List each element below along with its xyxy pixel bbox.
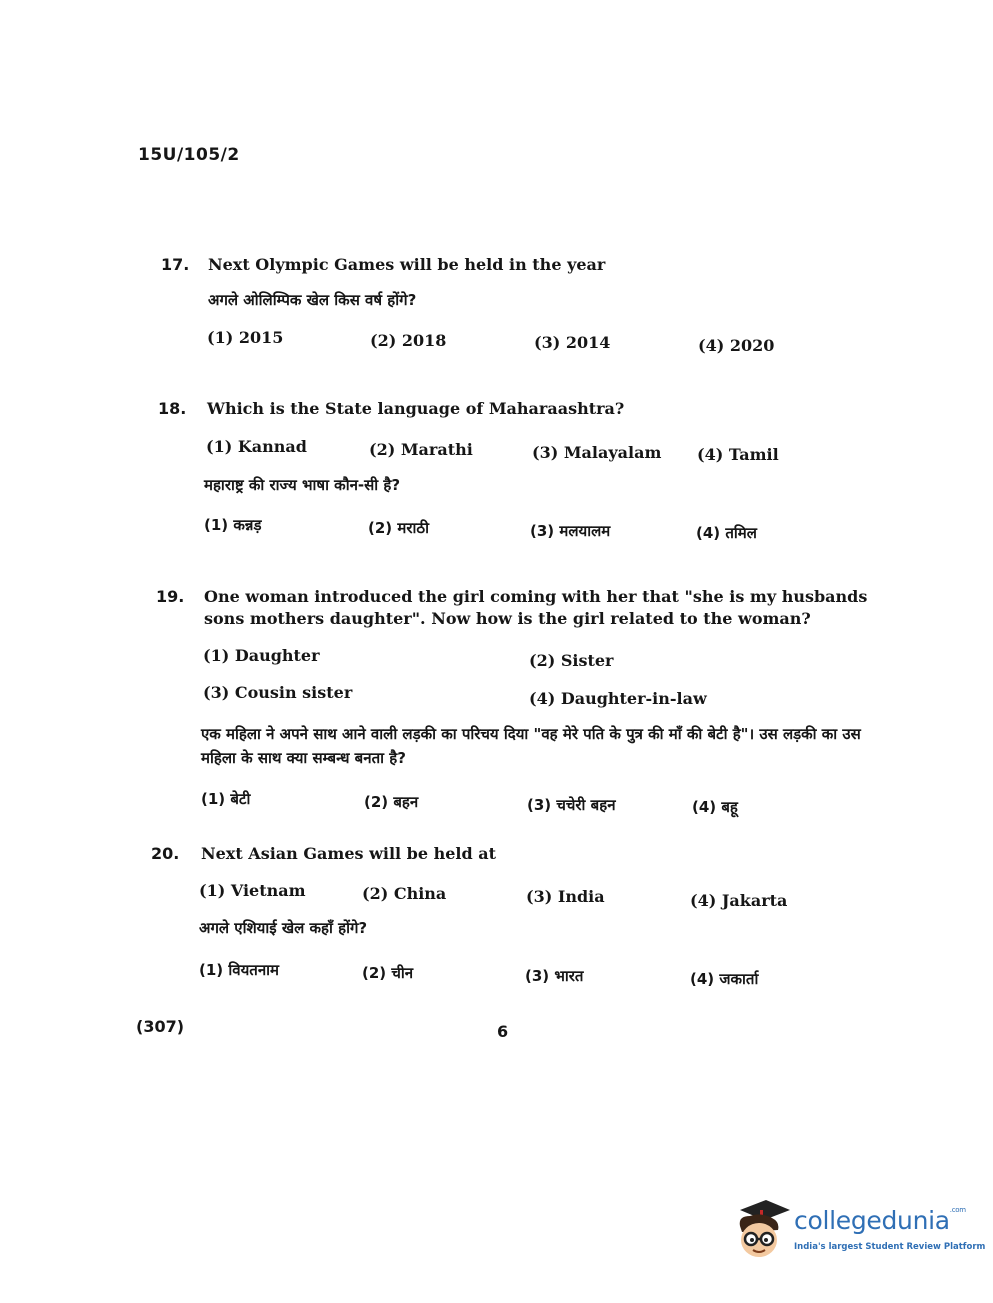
logo-tagline: India's largest Student Review Platform: [794, 1242, 986, 1252]
option-1-hi: (1) कन्नड़: [204, 516, 262, 534]
option-2: (2) Marathi: [369, 440, 473, 459]
option-1: (1) 2015: [207, 328, 284, 347]
option-4: (4) Daughter-in-law: [529, 689, 707, 708]
option-2-hi: (2) बहन: [364, 793, 419, 811]
logo-wordmark: collegedunia$^{.com}$: [794, 1206, 966, 1235]
question-number: 19.: [156, 587, 185, 606]
option-3: (3) Cousin sister: [203, 683, 353, 702]
option-1: (1) Kannad: [206, 437, 307, 456]
option-3: (3) Malayalam: [532, 443, 662, 462]
option-3: (3) 2014: [534, 333, 611, 352]
option-4: (4) 2020: [698, 336, 775, 355]
option-4-hi: (4) तमिल: [696, 524, 757, 542]
paper-code: 15U/105/2: [138, 145, 240, 165]
footer-code: (307): [136, 1017, 185, 1036]
question-text-en: Which is the State language of Maharaashtra?: [207, 399, 625, 418]
question-text-hi: अगले एशियाई खेल कहाँ होंगे?: [199, 919, 368, 937]
option-4-hi: (4) बहू: [692, 798, 738, 816]
question-text-en: One woman introduced the girl coming with her that "she is my husbands sons mothers daughter". Now how is the girl related to the woman?: [204, 587, 868, 628]
option-2-hi: (2) मराठी: [368, 519, 429, 537]
question-number: 18.: [158, 399, 187, 418]
question-number: 17.: [161, 255, 190, 274]
option-3: (3) India: [526, 887, 605, 906]
option-4: (4) Jakarta: [690, 891, 788, 910]
question-text-en: Next Olympic Games will be held in the year: [208, 255, 606, 274]
option-1-hi: (1) वियतनाम: [199, 961, 280, 979]
graduate-mascot-icon: [732, 1196, 790, 1262]
option-2: (2) 2018: [370, 331, 447, 350]
question-text-hi: महाराष्ट्र की राज्य भाषा कौन-सी है?: [204, 476, 401, 494]
question-text-hi: एक महिला ने अपने साथ आने वाली लड़की का परिचय दिया "वह मेरे पति के पुत्र की माँ की बेटी है"। उस लड़की का उस महिला के साथ क्या सम्बन्ध बनता है?: [201, 725, 861, 767]
option-4: (4) Tamil: [697, 445, 779, 464]
question-text-en: Next Asian Games will be held at: [201, 844, 497, 863]
collegedunia-logo: [732, 1196, 986, 1266]
option-3-hi: (3) चचेरी बहन: [527, 796, 616, 814]
option-1-hi: (1) बेटी: [201, 790, 251, 808]
option-4-hi: (4) जकार्ता: [690, 970, 759, 988]
option-3-hi: (3) भारत: [525, 967, 584, 985]
option-1: (1) Vietnam: [199, 881, 306, 900]
option-3-hi: (3) मलयालम: [530, 522, 611, 540]
logo-domain-suffix: .com: [949, 1206, 966, 1214]
question-number: 20.: [151, 844, 180, 863]
page-number: 6: [497, 1022, 509, 1041]
option-1: (1) Daughter: [203, 646, 320, 665]
option-2: (2) Sister: [529, 651, 614, 670]
question-text-hi: अगले ओलिम्पिक खेल किस वर्ष होंगे?: [208, 291, 417, 309]
option-2-hi: (2) चीन: [362, 964, 414, 982]
option-2: (2) China: [362, 884, 447, 903]
